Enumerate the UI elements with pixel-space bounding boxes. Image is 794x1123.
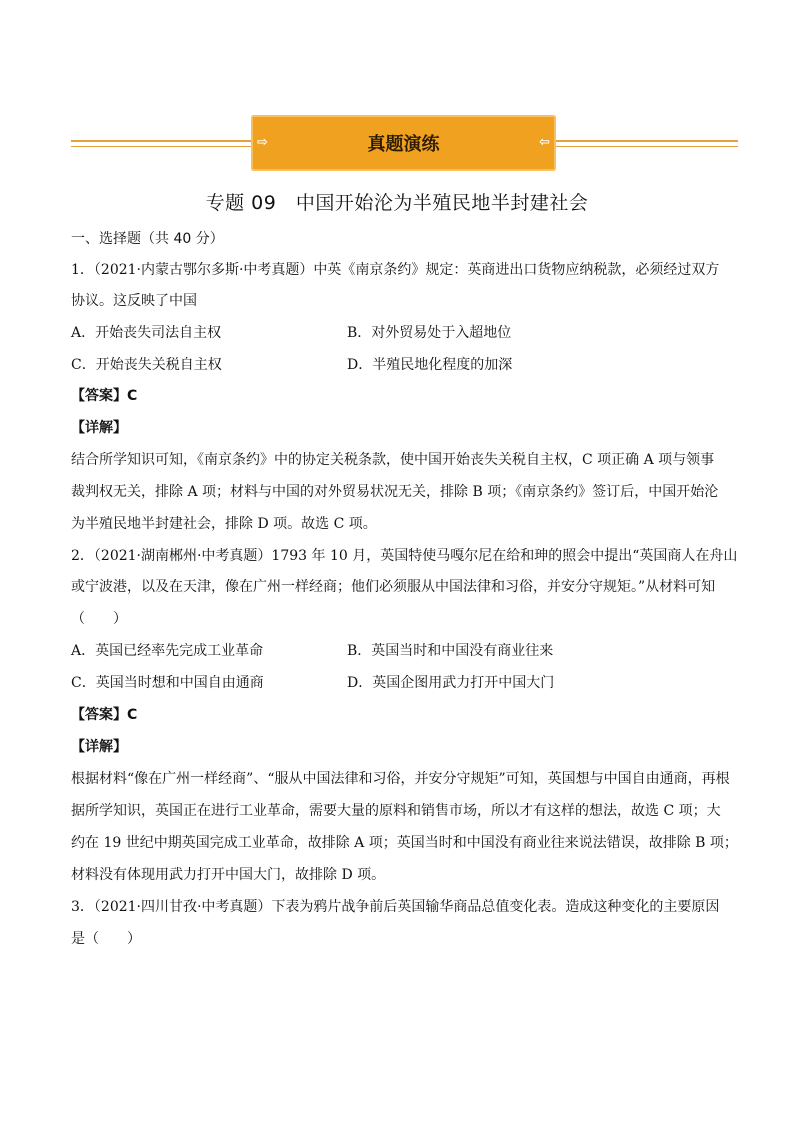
q1-detail-label [71,418,736,438]
q1-option-b: B．对外贸易处于入超地位 [347,325,512,341]
q2-detail-line: 根据材料“像在广州一样经商”、“服从中国法律和习俗，并安分守规矩”可知，英国想与中国自由通商，再根 [71,771,730,787]
q3-stem-line: 3．（2021·四川甘孜·中考真题）下表为鸦片战争前后英国输华商品总值变化表。造成这种变化的主要原因 [71,899,720,915]
q1-detail-line: 结合所学知识可知，《南京条约》中的协定关税条款，使中国开始丧失关税自主权，C 项正确 A 项与领事 [71,452,715,468]
q2-stem-line: 或宁波港，以及在天津，像在广州一样经商；他们必须服从中国法律和习俗，并安分守规矩。”从材料可知 [71,579,716,595]
q3-stem-line: 是（ ） [71,931,141,947]
q1-option-c: C．开始丧失关税自主权 [71,357,222,373]
detail-label: 【详解】 [71,739,127,755]
banner-rule-right-bottom [556,146,738,147]
banner-title: 真题演练 [367,134,440,155]
arrow-left-icon: ⇦ [539,135,550,150]
banner-rule-left-top [71,140,251,142]
q2-option-b: B．英国当时和中国没有商业往来 [347,643,554,659]
page-title: 专题 09 中国开始沦为半殖民地半封建社会 [205,192,589,214]
q1-answer [71,386,736,406]
q2-option-a: A．英国已经率先完成工业革命 [71,643,264,659]
q2-detail-line: 材料没有体现用武力打开中国大门，故排除 D 项。 [71,867,386,883]
q1-option-d: D．半殖民地化程度的加深 [347,357,513,373]
q2-stem-line: 2．（2021·湖南郴州·中考真题）1793 年 10 月，英国特使马嘎尔尼在给和珅的照会中提出“英国商人在舟山 [71,548,738,564]
q2-detail-line: 约在 19 世纪中期英国完成工业革命，故排除 A 项；英国当时和中国没有商业往来说法错误，故排除 B 项； [71,835,738,851]
section-banner [251,115,556,171]
q1-detail-line: 裁判权无关，排除 A 项；材料与中国的对外贸易状况无关，排除 B 项；《南京条约》签订后，中国开始沦 [71,484,719,500]
q1-stem-line: 协议。这反映了中国 [71,293,197,309]
q2-option-d: D．英国企图用武力打开中国大门 [347,675,555,691]
q2-option-c: C．英国当时想和中国自由通商 [71,675,264,691]
section-heading: 一、选择题（共 40 分） [71,231,224,247]
answer-label: 【答案】 [71,388,127,404]
q2-detail-line: 据所学知识，英国正在进行工业革命，需要大量的原料和销售市场，所以才有这样的想法，故选 C 项；大 [71,803,721,819]
q2-stem-line: （ ） [71,611,127,627]
q1-detail-line: 为半殖民地半封建社会，排除 D 项。故选 C 项。 [71,516,377,532]
answer-label: 【答案】 [71,707,127,723]
answer-value: C [127,388,138,404]
arrow-right-icon: ⇨ [257,135,268,150]
q1-option-a: A．开始丧失司法自主权 [71,325,222,341]
answer-value: C [127,707,138,723]
q1-stem-line: 1．（2021·内蒙古鄂尔多斯·中考真题）中英《南京条约》规定：英商进出口货物应纳税款，必须经过双方 [71,262,720,278]
q2-detail-label [71,737,736,757]
banner-rule-left-bottom [71,146,251,147]
detail-label: 【详解】 [71,420,127,436]
q2-answer [71,705,736,725]
banner-rule-right-top [556,140,738,142]
